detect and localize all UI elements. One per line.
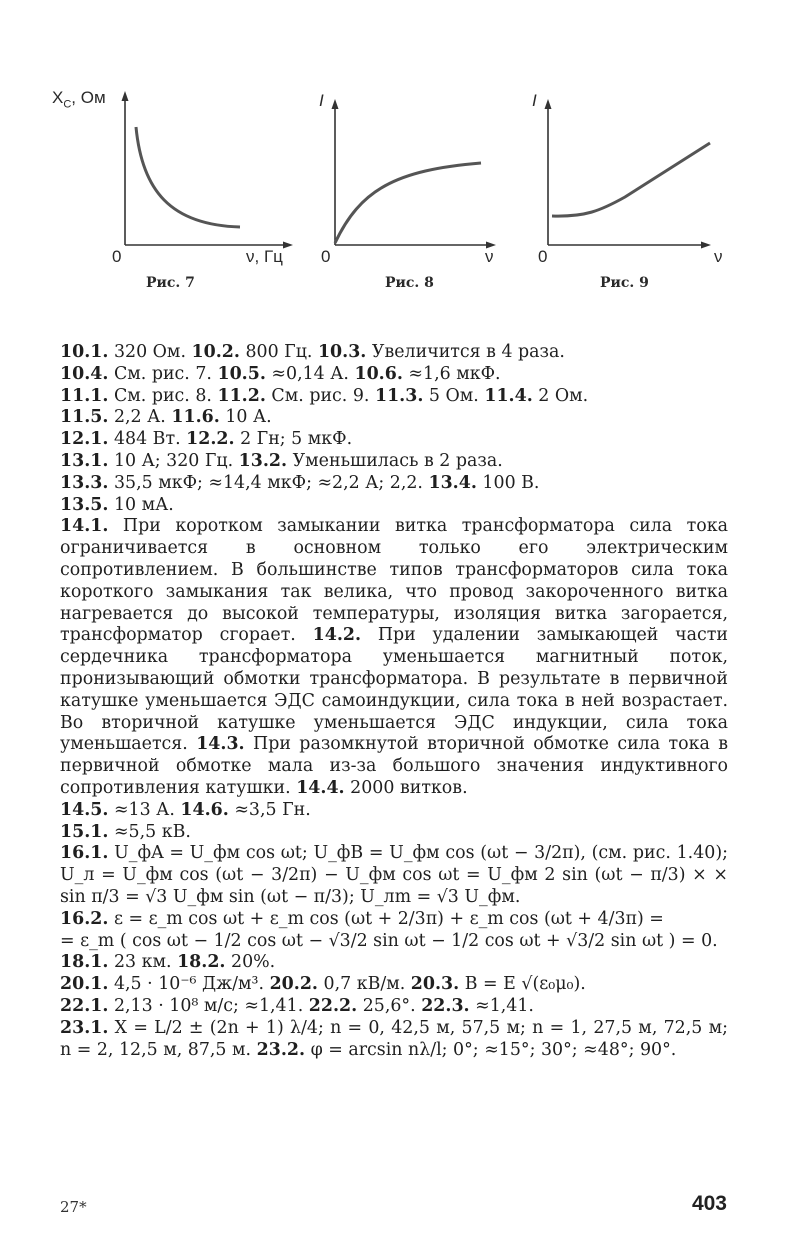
answer-text: Увеличится в 4 раза. — [366, 342, 565, 362]
figure-8-x-label: ν — [485, 247, 494, 266]
signature-mark: 27* — [60, 1198, 87, 1216]
answer-line — [60, 364, 728, 386]
problem-number: 18.2. — [177, 952, 226, 973]
problem-number: 20.3. — [410, 974, 460, 995]
problem-number: 13.3. — [60, 472, 109, 493]
problem-number: 14.3. — [196, 734, 245, 755]
answer-text: 2 Ом. — [532, 385, 589, 406]
problem-number: 13.4. — [428, 472, 477, 493]
figure-8-graph — [285, 85, 525, 300]
answer-text: См. рис. 9. — [265, 385, 375, 406]
answer-text: При коротком замыкании витка трансформатора сила тока ограничивается в основном только его электрическим сопротивлением. В большинстве типов трансформаторов сила тока короткого замыкания так велика, что провод закороченного витка нагревается до высокой температуры, изоляция витка загорается, трансформатор сгорает. — [60, 516, 728, 646]
figure-7 — [50, 85, 290, 300]
answer-text: ε = ε_m cos ωt + ε_m cos (ωt + 2/3π) + ε_m cos (ωt + 4/3π) = — [108, 908, 664, 929]
answer-text: 5 Ом. — [423, 385, 485, 406]
answer-text: 23 км. — [108, 952, 178, 973]
answer-text: X = L/2 ± (2n + 1) λ/4; n = 0, 42,5 м, 57,5 м; n = 1, 27,5 м, 72,5 м; n = 2, 12,5 м, 87,5 м. — [60, 1017, 728, 1060]
figure-9-y-label: I — [532, 91, 537, 110]
figure-8 — [285, 85, 525, 300]
answer-line — [60, 342, 728, 364]
answer-line — [60, 516, 728, 799]
answer-text: 320 Ом. — [108, 342, 192, 362]
answer-text: При удалении замыкающей части сердечника трансформатора уменьшается магнитный поток, пронизывающий обмотки трансформатора. В результате в первичной катушке уменьшается ЭДС самоиндукции, сила тока в ней возрастает. Во вторичной катушке уменьшается ЭДС индукции, сила тока уменьшается. — [60, 625, 729, 755]
problem-number: 14.4. — [296, 777, 345, 798]
problem-number: 16.2. — [60, 908, 109, 929]
answer-text: B = E √(ε₀μ₀). — [459, 974, 586, 995]
answer-text: Уменьшилась в 2 раза. — [287, 450, 503, 471]
problem-number: 10.4. — [60, 363, 109, 384]
answer-line — [60, 473, 728, 495]
answer-text: ≈0,14 А. — [265, 363, 355, 384]
problem-number: 14.5. — [60, 799, 109, 820]
problem-number: 23.2. — [256, 1039, 306, 1060]
problem-number: 20.1. — [60, 974, 109, 995]
reactance-curve — [136, 127, 240, 227]
current-curve-fig8 — [335, 163, 481, 243]
problem-number: 11.1. — [60, 385, 109, 406]
figure-7-origin: 0 — [112, 247, 122, 266]
answer-line — [60, 909, 728, 931]
problem-number: 10.1. — [60, 342, 109, 362]
problem-number: 22.1. — [60, 995, 109, 1016]
figure-8-caption: Рис. 8 — [385, 275, 434, 291]
answer-line — [60, 974, 728, 996]
answer-line — [60, 451, 728, 473]
problem-number: 11.6. — [171, 407, 220, 428]
answer-text: 20%. — [225, 952, 276, 973]
answer-text: = ε_m ( cos ωt − 1/2 cos ωt − √3/2 sin ωt − 1/2 cos ωt + √3/2 sin ωt ) = 0. — [60, 930, 718, 951]
problem-number: 18.1. — [60, 952, 109, 973]
answer-line — [60, 386, 728, 408]
problem-number: 22.3. — [421, 995, 470, 1016]
problem-number: 10.5. — [217, 363, 266, 384]
answer-text: 10 А. — [219, 407, 272, 428]
problem-number: 10.2. — [191, 342, 240, 362]
answer-line — [60, 843, 728, 908]
answer-text: 800 Гц. — [239, 342, 318, 362]
answers-text — [60, 342, 728, 1061]
figure-8-origin: 0 — [321, 247, 331, 266]
problem-number: 10.3. — [317, 342, 367, 362]
problem-number: 13.5. — [60, 494, 109, 515]
answer-line — [60, 822, 728, 844]
answer-line — [60, 407, 728, 429]
figure-9-graph — [500, 85, 740, 300]
answer-line — [60, 495, 728, 517]
answer-text: ≈1,41. — [469, 995, 534, 1016]
answer-line — [60, 996, 728, 1018]
problem-number: 14.2. — [312, 625, 362, 646]
answer-line — [60, 1018, 728, 1062]
answer-line — [60, 800, 728, 822]
figure-7-x-label: ν, Гц — [246, 247, 283, 266]
answer-text: 2,2 А. — [108, 407, 172, 428]
figure-7-y-label: $X_C$, Ом — [52, 88, 106, 111]
figure-8-y-label: I — [319, 91, 324, 110]
answer-line — [60, 952, 728, 974]
problem-number: 15.1. — [60, 821, 109, 842]
answer-text: ≈1,6 мкФ. — [402, 363, 501, 384]
answer-text: 10 А; 320 Гц. — [108, 450, 239, 471]
answer-text: U_фA = U_фм cos ωt; U_фB = U_фм cos (ωt − 3/2π), (см. рис. 1.40); U_л = U_фм cos (ωt − 3/2π) − U_фм cos ωt = U_фм 2 sin (ωt − π/3) × × sin π/3 = √3 U_фм sin (ωt − π/3); U_лm = √3 U_фм. — [60, 843, 728, 907]
answer-text: ≈3,5 Гн. — [228, 799, 311, 820]
problem-number: 11.3. — [374, 385, 424, 406]
problem-number: 13.1. — [60, 450, 109, 471]
answer-text: 25,6°. — [357, 995, 422, 1016]
problem-number: 12.2. — [186, 429, 235, 450]
problem-number: 14.1. — [60, 516, 109, 537]
answer-text: При разомкнутой вторичной обмотке сила тока в первичной обмотке мала из-за большого значения индуктивного сопротивления катушки. — [60, 734, 729, 798]
problem-number: 11.4. — [484, 385, 533, 406]
problem-number: 20.2. — [269, 974, 318, 995]
answer-text: φ = arcsin nλ/l; 0°; ≈15°; 30°; ≈48°; 90°. — [305, 1039, 677, 1060]
page-number: 403 — [691, 1192, 727, 1215]
answer-text: 4,5 · 10⁻⁶ Дж/м³. — [108, 974, 270, 995]
answer-text: 10 мА. — [108, 494, 174, 515]
figure-7-graph — [50, 85, 290, 300]
answer-text: 2 Гн; 5 мкФ. — [234, 429, 353, 450]
answer-text: 2000 витков. — [344, 777, 468, 798]
answer-text: 100 В. — [476, 472, 540, 493]
problem-number: 11.2. — [217, 385, 266, 406]
answer-line — [60, 429, 728, 451]
figure-9 — [500, 85, 740, 300]
answer-text: 484 Вт. — [108, 429, 187, 450]
answer-text: ≈13 А. — [108, 799, 181, 820]
problem-number: 23.1. — [60, 1017, 109, 1038]
current-curve-fig9 — [552, 143, 710, 216]
problem-number: 13.2. — [238, 450, 288, 471]
problem-number: 12.1. — [60, 429, 109, 450]
answer-line — [60, 931, 728, 953]
figure-9-origin: 0 — [538, 247, 548, 266]
problem-number: 10.6. — [354, 363, 403, 384]
answer-text: ≈5,5 кВ. — [108, 821, 191, 842]
answer-text: 2,13 · 10⁸ м/с; ≈1,41. — [108, 995, 309, 1016]
problem-number: 22.2. — [308, 995, 358, 1016]
problem-number: 16.1. — [60, 843, 109, 864]
figure-9-x-label: ν — [714, 247, 723, 266]
figure-7-caption: Рис. 7 — [146, 275, 195, 291]
figure-9-caption: Рис. 9 — [600, 275, 649, 291]
answer-text: 0,7 кВ/м. — [317, 974, 411, 995]
answer-text: См. рис. 7. — [108, 363, 218, 384]
answer-text: 35,5 мкФ; ≈14,4 мкФ; ≈2,2 А; 2,2. — [108, 472, 429, 493]
answer-text: См. рис. 8. — [108, 385, 218, 406]
problem-number: 11.5. — [60, 407, 109, 428]
problem-number: 14.6. — [180, 799, 229, 820]
